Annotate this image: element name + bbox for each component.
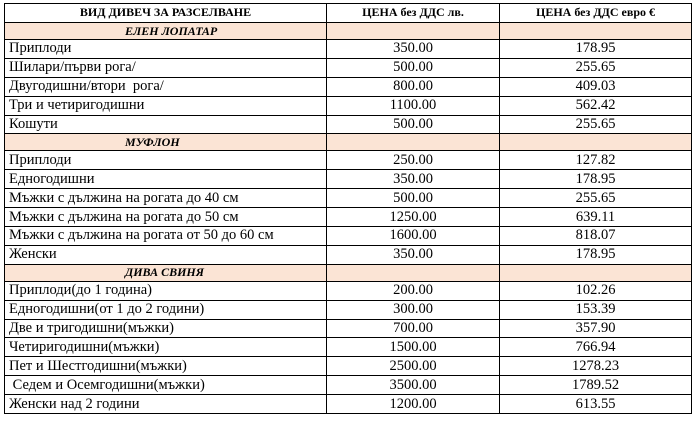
table-row <box>5 227 692 246</box>
game-category: Приплоди <box>5 40 327 59</box>
table-row <box>5 245 692 264</box>
price-eur: 766.94 <box>500 338 692 357</box>
section-cell-empty <box>500 264 692 281</box>
price-eur: 613.55 <box>500 395 692 414</box>
section-cell-empty <box>327 134 500 151</box>
price-table <box>4 3 692 414</box>
price-eur: 127.82 <box>500 151 692 170</box>
price-bgn: 2500.00 <box>327 357 500 376</box>
table-row <box>5 77 692 96</box>
section-row <box>5 23 692 40</box>
table-row <box>5 170 692 189</box>
price-bgn: 3500.00 <box>327 376 500 395</box>
price-bgn: 350.00 <box>327 245 500 264</box>
table-row <box>5 376 692 395</box>
price-bgn: 350.00 <box>327 170 500 189</box>
game-category: Две и тригодишни(мъжки) <box>5 319 327 338</box>
price-eur: 357.90 <box>500 319 692 338</box>
price-bgn: 250.00 <box>327 151 500 170</box>
section-cell-empty <box>500 23 692 40</box>
game-category: Приплоди <box>5 151 327 170</box>
table-row <box>5 319 692 338</box>
section-cell-empty <box>500 134 692 151</box>
price-eur: 562.42 <box>500 96 692 115</box>
price-bgn: 500.00 <box>327 189 500 208</box>
game-category: Двугодишни/втори рога/ <box>5 77 327 96</box>
section-title: ДИВА СВИНЯ <box>5 264 327 281</box>
price-bgn: 800.00 <box>327 77 500 96</box>
price-bgn: 1600.00 <box>327 227 500 246</box>
table-row <box>5 357 692 376</box>
table-row <box>5 115 692 134</box>
price-eur: 255.65 <box>500 115 692 134</box>
header-price-eur: ЦЕНА без ДДС евро € <box>500 4 692 23</box>
price-bgn: 1200.00 <box>327 395 500 414</box>
game-category: Три и четиригодишни <box>5 96 327 115</box>
header-price-bgn: ЦЕНА без ДДС лв. <box>327 4 500 23</box>
price-eur: 1278.23 <box>500 357 692 376</box>
price-eur: 178.95 <box>500 170 692 189</box>
price-bgn: 1500.00 <box>327 338 500 357</box>
price-eur: 818.07 <box>500 227 692 246</box>
price-eur: 639.11 <box>500 208 692 227</box>
section-row <box>5 134 692 151</box>
price-eur: 255.65 <box>500 58 692 77</box>
game-category: Седем и Осемгодишни(мъжки) <box>5 376 327 395</box>
table-row <box>5 300 692 319</box>
game-category: Мъжки с дължина на рогата до 40 см <box>5 189 327 208</box>
game-category: Пет и Шестгодишни(мъжки) <box>5 357 327 376</box>
game-category: Женски над 2 години <box>5 395 327 414</box>
table-row <box>5 281 692 300</box>
game-category: Женски <box>5 245 327 264</box>
price-eur: 255.65 <box>500 189 692 208</box>
section-title: МУФЛОН <box>5 134 327 151</box>
game-category: Едногодишни <box>5 170 327 189</box>
section-row <box>5 264 692 281</box>
section-cell-empty <box>327 264 500 281</box>
price-bgn: 350.00 <box>327 40 500 59</box>
price-eur: 153.39 <box>500 300 692 319</box>
section-cell-empty <box>327 23 500 40</box>
price-bgn: 500.00 <box>327 58 500 77</box>
game-category: Шилари/първи рога/ <box>5 58 327 77</box>
price-bgn: 300.00 <box>327 300 500 319</box>
table-row <box>5 208 692 227</box>
game-category: Приплоди(до 1 година) <box>5 281 327 300</box>
table-row <box>5 189 692 208</box>
game-category: Мъжки с дължина на рогата от 50 до 60 см <box>5 227 327 246</box>
table-header-row <box>5 4 692 23</box>
price-bgn: 200.00 <box>327 281 500 300</box>
price-eur: 178.95 <box>500 40 692 59</box>
price-bgn: 1250.00 <box>327 208 500 227</box>
game-category: Мъжки с дължина на рогата до 50 см <box>5 208 327 227</box>
price-bgn: 500.00 <box>327 115 500 134</box>
price-bgn: 700.00 <box>327 319 500 338</box>
price-bgn: 1100.00 <box>327 96 500 115</box>
price-eur: 102.26 <box>500 281 692 300</box>
game-category: Едногодишни(от 1 до 2 години) <box>5 300 327 319</box>
price-eur: 178.95 <box>500 245 692 264</box>
header-game-type: ВИД ДИВЕЧ ЗА РАЗСЕЛВАНЕ <box>5 4 327 23</box>
table-row <box>5 395 692 414</box>
table-row <box>5 151 692 170</box>
table-row <box>5 58 692 77</box>
table-row <box>5 96 692 115</box>
price-eur: 409.03 <box>500 77 692 96</box>
table-row <box>5 338 692 357</box>
section-title: ЕЛЕН ЛОПАТАР <box>5 23 327 40</box>
game-category: Кошути <box>5 115 327 134</box>
price-eur: 1789.52 <box>500 376 692 395</box>
game-category: Четиригодишни(мъжки) <box>5 338 327 357</box>
table-body <box>5 23 692 414</box>
table-row <box>5 40 692 59</box>
